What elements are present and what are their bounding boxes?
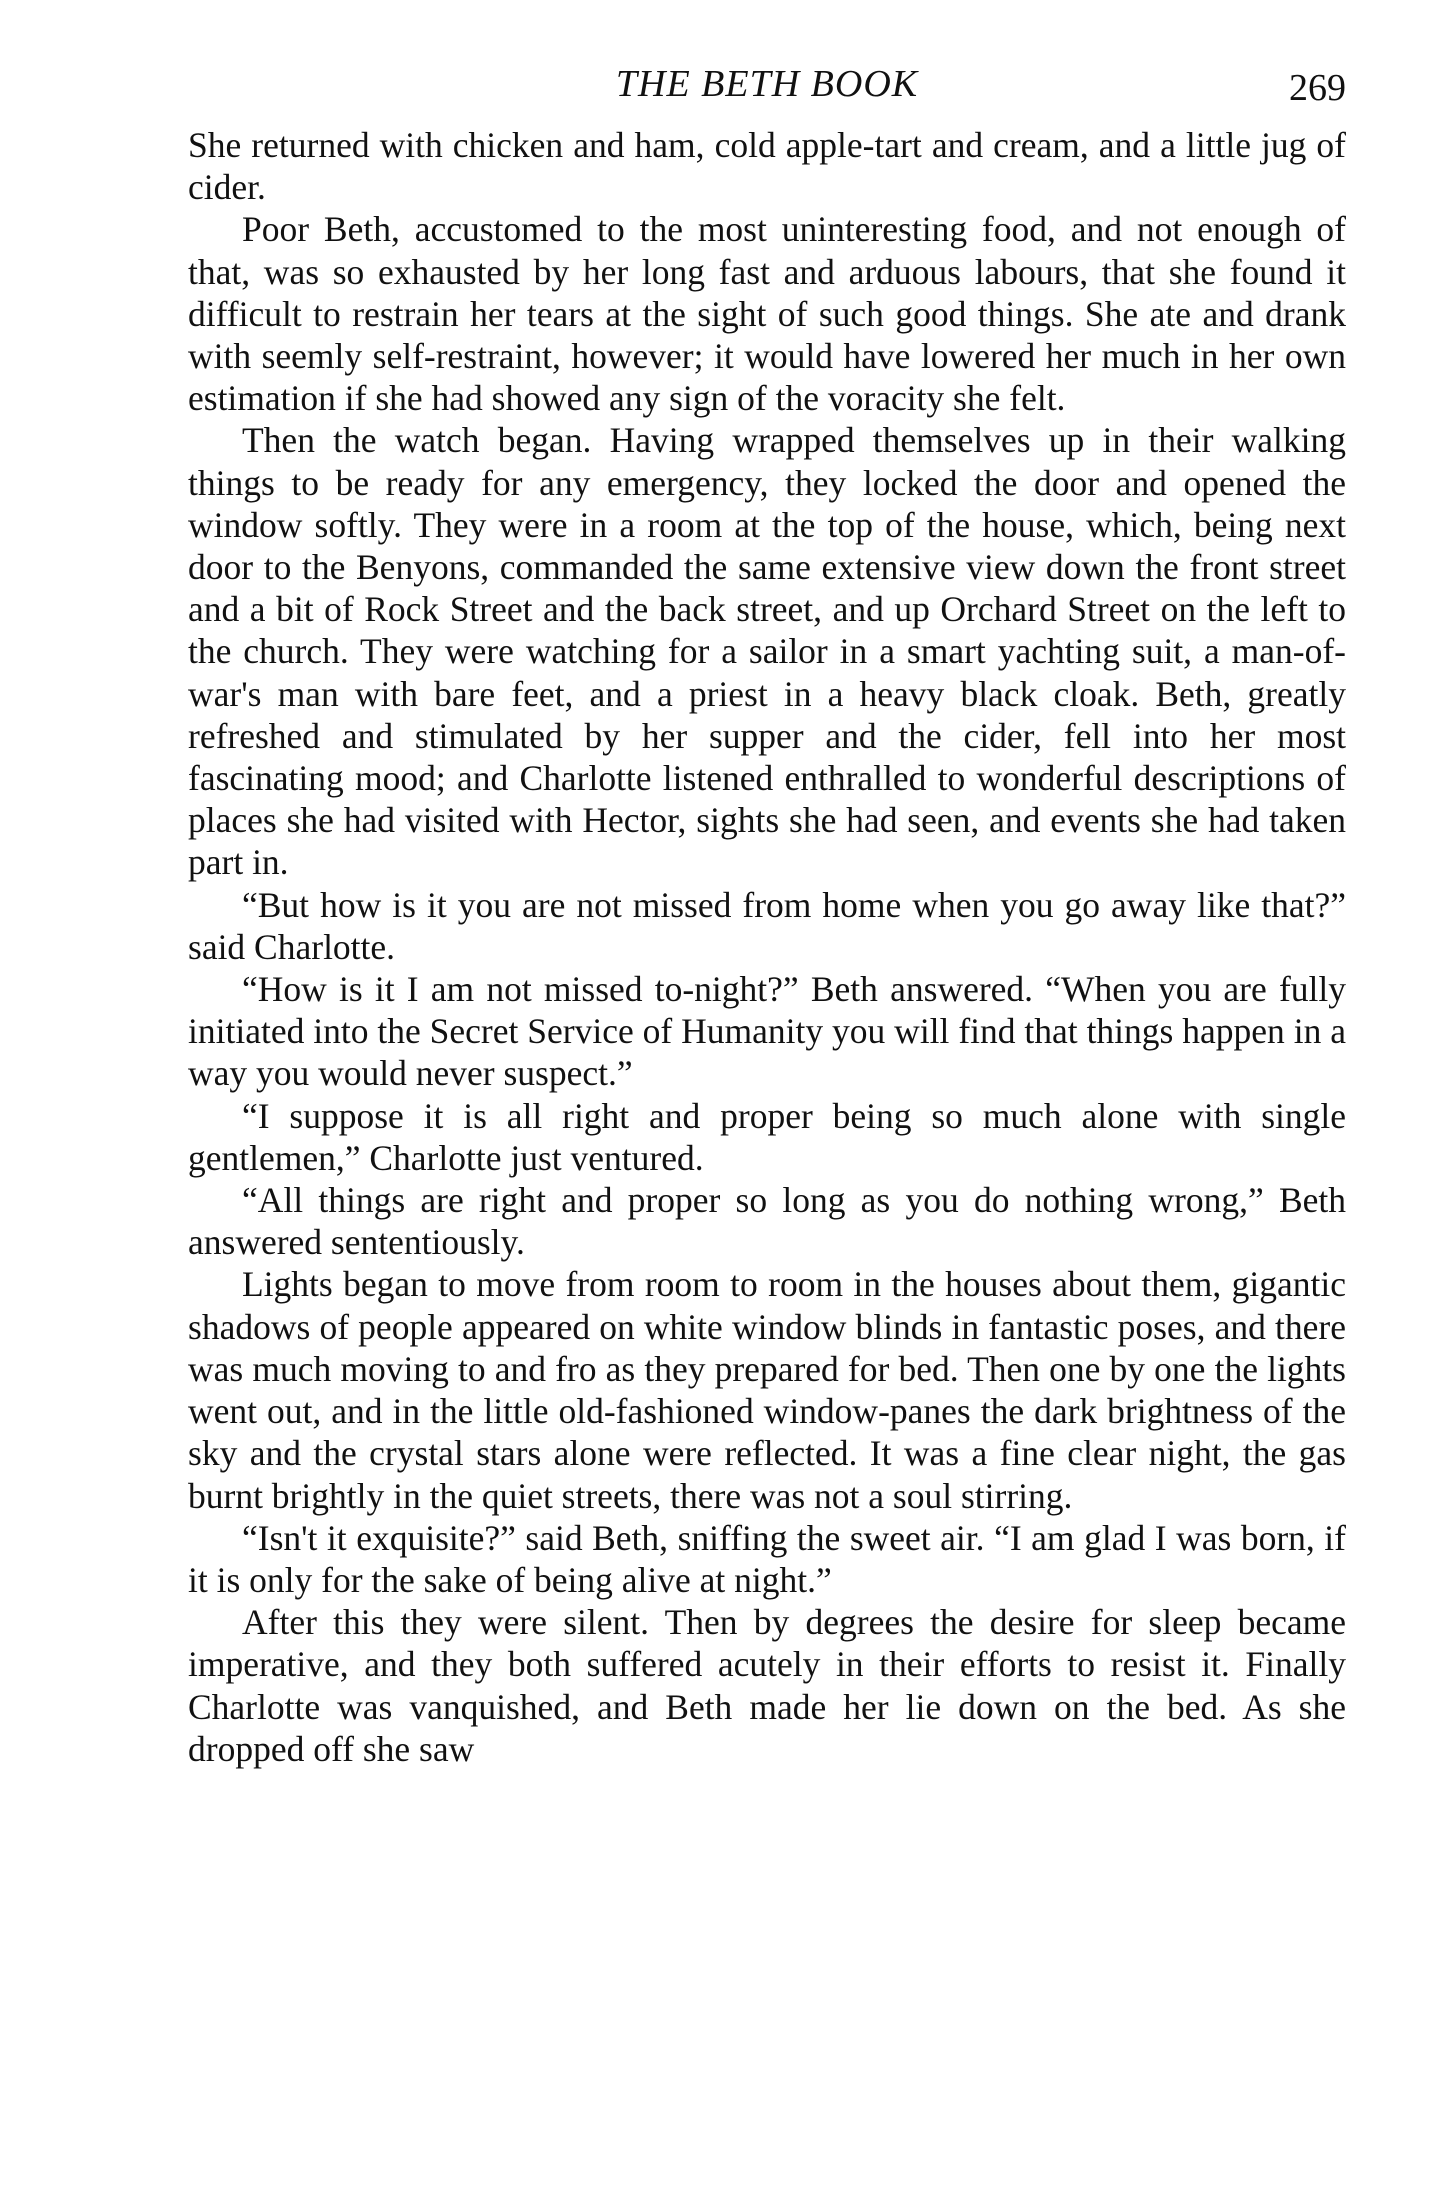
paragraph: “I suppose it is all right and proper being so much alone with single gentlemen,” Charlotte just ventured. <box>188 1095 1346 1178</box>
paragraph: “All things are right and proper so long as you do nothing wrong,” Beth answered sententiously. <box>188 1180 1346 1263</box>
body-text <box>188 124 1346 1770</box>
paragraph: Poor Beth, accustomed to the most uninteresting food, and not enough of that, was so exhausted by her long fast and arduous labours, that she found it difficult to restrain her tears at the sight of such good things. She ate and drank with seemly self-restraint, however; it would have lowered her much in her own estimation if she had showed any sign of the voracity she felt. <box>188 209 1346 419</box>
paragraph: She returned with chicken and ham, cold apple-tart and cream, and a little jug of cider. <box>188 125 1346 208</box>
paragraph: “But how is it you are not missed from home when you go away like that?” said Charlotte. <box>188 884 1346 967</box>
paragraph: Lights began to move from room to room in the houses about them, gigantic shadows of people appeared on white window blinds in fantastic poses, and there was much moving to and fro as they prepared for bed. Then one by one the lights went out, and in the little old-fashioned window-panes the dark brightness of the sky and the crystal stars alone were reflected. It was a fine clear night, the gas burnt brightly in the quiet streets, there was not a soul stirring. <box>188 1264 1346 1516</box>
book-page <box>188 60 1346 2150</box>
paragraph: “Isn't it exquisite?” said Beth, sniffing the sweet air. “I am glad I was born, if it is only for the sake of being alive at night.” <box>188 1517 1346 1600</box>
paragraph: “How is it I am not missed to-night?” Beth answered. “When you are fully initiated into the Secret Service of Humanity you will find that things happen in a way you would never suspect.” <box>188 969 1346 1094</box>
running-title: THE BETH BOOK <box>615 63 919 105</box>
running-header <box>188 60 1346 124</box>
paragraph: Then the watch began. Having wrapped themselves up in their walking things to be ready for any emergency, they locked the door and opened the window softly. They were in a room at the top of the house, which, being next door to the Benyons, commanded the same extensive view down the front street and a bit of Rock Street and the back street, and up Orchard Street on the left to the church. They were watching for a sailor in a smart yachting suit, a man-of-war's man with bare feet, and a priest in a heavy black cloak. Beth, greatly refreshed and stimulated by her supper and the cider, fell into her most fascinating mood; and Charlotte listened enthralled to wonderful descriptions of places she had visited with Hector, sights she had seen, and events she had taken part in. <box>188 420 1346 883</box>
page-number: 269 <box>1289 67 1346 109</box>
paragraph: After this they were silent. Then by degrees the desire for sleep became imperative, and they both suffered acutely in their efforts to resist it. Finally Charlotte was vanquished, and Beth made her lie down on the bed. As she dropped off she saw <box>188 1602 1346 1769</box>
